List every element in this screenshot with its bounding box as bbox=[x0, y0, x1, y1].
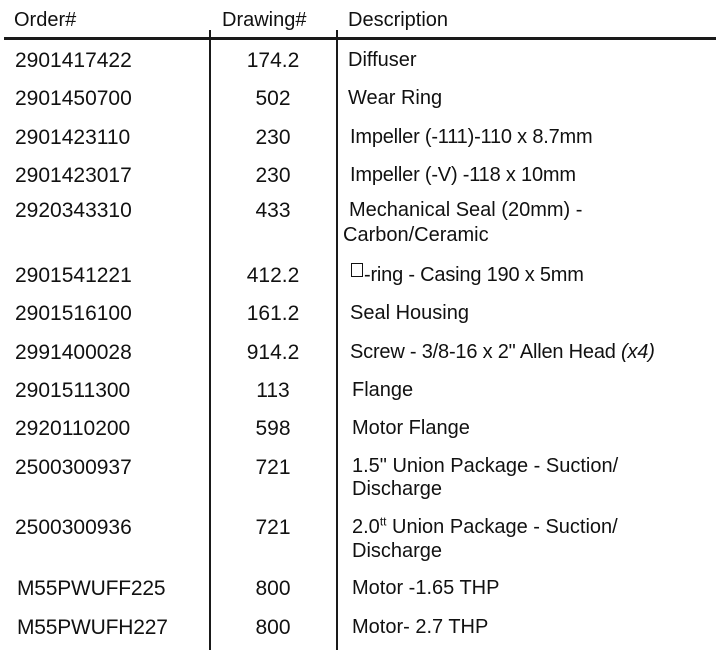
column-header-drawing: Drawing# bbox=[222, 9, 307, 31]
drawing-number: 230 bbox=[255, 126, 291, 149]
header-divider bbox=[4, 37, 716, 40]
order-number: 2991400028 bbox=[15, 341, 132, 364]
order-number: M55PWUFF225 bbox=[17, 577, 166, 600]
description bbox=[350, 301, 715, 326]
description-text: Impeller (-V) -118 x 10mm bbox=[350, 164, 576, 186]
column-divider-2 bbox=[336, 30, 338, 650]
column-header-description: Description bbox=[348, 9, 449, 31]
drawing-number: 230 bbox=[255, 164, 291, 187]
description-prefix: 2.0 bbox=[352, 516, 380, 538]
description-text-line2: Discharge bbox=[352, 540, 443, 562]
drawing-number: 800 bbox=[255, 616, 291, 639]
description bbox=[350, 163, 715, 188]
order-number: 2920343310 bbox=[15, 199, 132, 222]
description-text: Diffuser bbox=[348, 49, 417, 71]
drawing-number: 598 bbox=[255, 417, 291, 440]
order-number: M55PWUFH227 bbox=[17, 616, 168, 639]
description bbox=[352, 378, 717, 403]
description bbox=[352, 515, 717, 563]
description bbox=[351, 263, 716, 288]
order-number: 2901516100 bbox=[15, 302, 132, 325]
description-text: Mechanical Seal (20mm) - bbox=[349, 199, 583, 221]
column-divider-1 bbox=[209, 30, 211, 650]
description bbox=[348, 86, 713, 111]
description-text: Impeller (-111)-110 x 8.7mm bbox=[350, 126, 593, 148]
description-text: Screw - 3/8-16 x 2" Allen Head bbox=[350, 341, 616, 363]
description-text: Union Package - Suction/ bbox=[386, 516, 618, 538]
description bbox=[352, 455, 717, 501]
description bbox=[350, 340, 715, 365]
description-quantity: (x4) bbox=[621, 341, 655, 363]
description-text-line2: Discharge bbox=[352, 478, 443, 500]
description-text: -ring - Casing 190 x 5mm bbox=[364, 264, 584, 286]
order-number: 2500300937 bbox=[15, 456, 132, 479]
description bbox=[352, 615, 717, 640]
drawing-number: 914.2 bbox=[246, 341, 300, 364]
drawing-number: 502 bbox=[255, 87, 291, 110]
description-text: Seal Housing bbox=[350, 302, 469, 324]
drawing-number: 412.2 bbox=[246, 264, 300, 287]
column-header-order: Order# bbox=[14, 9, 77, 31]
order-number: 2901423110 bbox=[15, 126, 131, 149]
order-number: 2901423017 bbox=[15, 164, 132, 187]
drawing-number: 433 bbox=[255, 199, 291, 222]
description-text: 1.5" Union Package - Suction/ bbox=[352, 455, 619, 477]
order-number: 2901541221 bbox=[15, 264, 132, 287]
description-superscript: tt bbox=[379, 514, 387, 529]
description bbox=[348, 48, 713, 73]
drawing-number: 161.2 bbox=[246, 302, 300, 325]
description-text: Motor- 2.7 THP bbox=[352, 616, 489, 638]
drawing-number: 721 bbox=[255, 516, 291, 539]
description bbox=[343, 198, 714, 248]
order-number: 2500300936 bbox=[15, 516, 132, 539]
description bbox=[350, 125, 715, 150]
description-text: Wear Ring bbox=[348, 87, 443, 109]
order-number: 2920110200 bbox=[15, 417, 131, 440]
description bbox=[352, 576, 717, 601]
order-number: 2901511300 bbox=[15, 379, 131, 402]
drawing-number: 174.2 bbox=[246, 49, 300, 72]
drawing-number: 800 bbox=[255, 577, 291, 600]
description-text: Flange bbox=[352, 379, 414, 401]
description-text: Motor -1.65 THP bbox=[352, 577, 500, 599]
drawing-number: 113 bbox=[256, 379, 290, 402]
o-ring-square-glyph bbox=[351, 263, 363, 277]
order-number: 2901417422 bbox=[15, 49, 132, 72]
order-number: 2901450700 bbox=[15, 87, 132, 110]
description bbox=[352, 416, 717, 441]
description-text-line2: Carbon/Ceramic bbox=[343, 224, 489, 246]
drawing-number: 721 bbox=[255, 456, 291, 479]
description-text: Motor Flange bbox=[352, 417, 470, 439]
